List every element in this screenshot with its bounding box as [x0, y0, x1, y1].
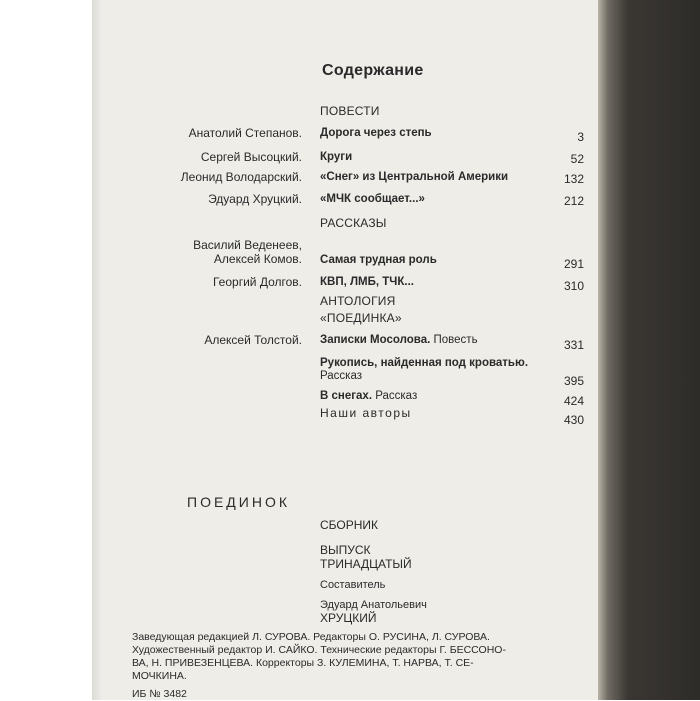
toc-work-title: В снегах. [320, 390, 373, 402]
toc-work: Круги [320, 151, 353, 163]
toc-page: 331 [563, 338, 584, 352]
section-antologia: «ПОЕДИНКА» [320, 311, 402, 325]
toc-page: 424 [563, 394, 584, 408]
toc-author: Сергей Высоцкий. [200, 150, 302, 164]
toc-work-title: Записки Мосолова. [320, 334, 431, 346]
toc-author: Леонид Володарский. [180, 170, 302, 184]
toc-work: «Снег» из Центральной Америки [320, 171, 509, 183]
credits-line: ВА, Н. ПРИВЕЗЕНЦЕВА. Корректоры З. КУЛЕМИНА, Т. НАРВА, Т. СЕ- [132, 657, 474, 669]
toc-author: Эдуард Хруцкий. [208, 192, 302, 206]
toc-author: Алексей Комов. [213, 252, 302, 266]
ib-number: ИБ № 3482 [132, 688, 187, 700]
section-povesti: ПОВЕСТИ [320, 104, 380, 118]
issue-label: ВЫПУСК [320, 543, 371, 557]
compiler-name: Эдуард Анатольевич [320, 599, 427, 611]
toc-page: 395 [563, 374, 584, 388]
book-spine [598, 0, 700, 700]
toc-work [320, 333, 478, 347]
toc-author: Анатолий Степанов. [188, 126, 302, 140]
toc-work: «МЧК сообщает...» [320, 193, 425, 205]
toc-page: 430 [563, 413, 584, 427]
issue-number: ТРИНАДЦАТЫЙ [320, 557, 412, 571]
toc-page: 212 [563, 194, 584, 208]
toc-page: 52 [570, 152, 584, 166]
toc-work: Дорога через степь [320, 127, 432, 139]
credits-line: Художественный редактор И. САЙКО. Технические редакторы Г. БЕССОНО- [132, 644, 506, 656]
toc-author: Георгий Долгов. [212, 275, 302, 289]
toc-author: Василий Веденеев, [193, 238, 302, 252]
credits-line: Заведующая редакцией Л. СУРОВА. Редакторы О. РУСИНА, Л. СУРОВА. [132, 631, 490, 643]
toc-work-note: Повесть [433, 334, 478, 346]
toc-work: КВП, ЛМБ, ТЧК... [320, 276, 414, 288]
toc-work: Наши авторы [320, 406, 412, 420]
book-kind: СБОРНИК [320, 518, 379, 532]
compiler-label: Составитель [320, 579, 386, 591]
toc-work: Самая трудная роль [320, 254, 437, 266]
page-edge-shadow [92, 0, 102, 700]
toc-work-note: Рассказ [375, 390, 418, 402]
toc-work: Рукопись, найденная под кроватью. [320, 357, 529, 369]
toc-page: 310 [563, 279, 584, 293]
section-rasskazy: РАССКАЗЫ [320, 216, 387, 230]
toc-page: 3 [577, 130, 584, 144]
book-page [92, 0, 607, 700]
compiler-surname: ХРУЦКИЙ [320, 611, 377, 625]
toc-title: Содержание [322, 62, 424, 79]
toc-work [320, 389, 417, 403]
section-antologia: АНТОЛОГИЯ [320, 294, 396, 308]
toc-page: 132 [563, 172, 584, 186]
toc-author: Алексей Толстой. [204, 333, 302, 347]
book-title: ПОЕДИНОК [187, 494, 290, 510]
credits-line: МОЧКИНА. [132, 670, 187, 682]
toc-work-note: Рассказ [320, 370, 363, 382]
toc-page: 291 [563, 257, 584, 271]
